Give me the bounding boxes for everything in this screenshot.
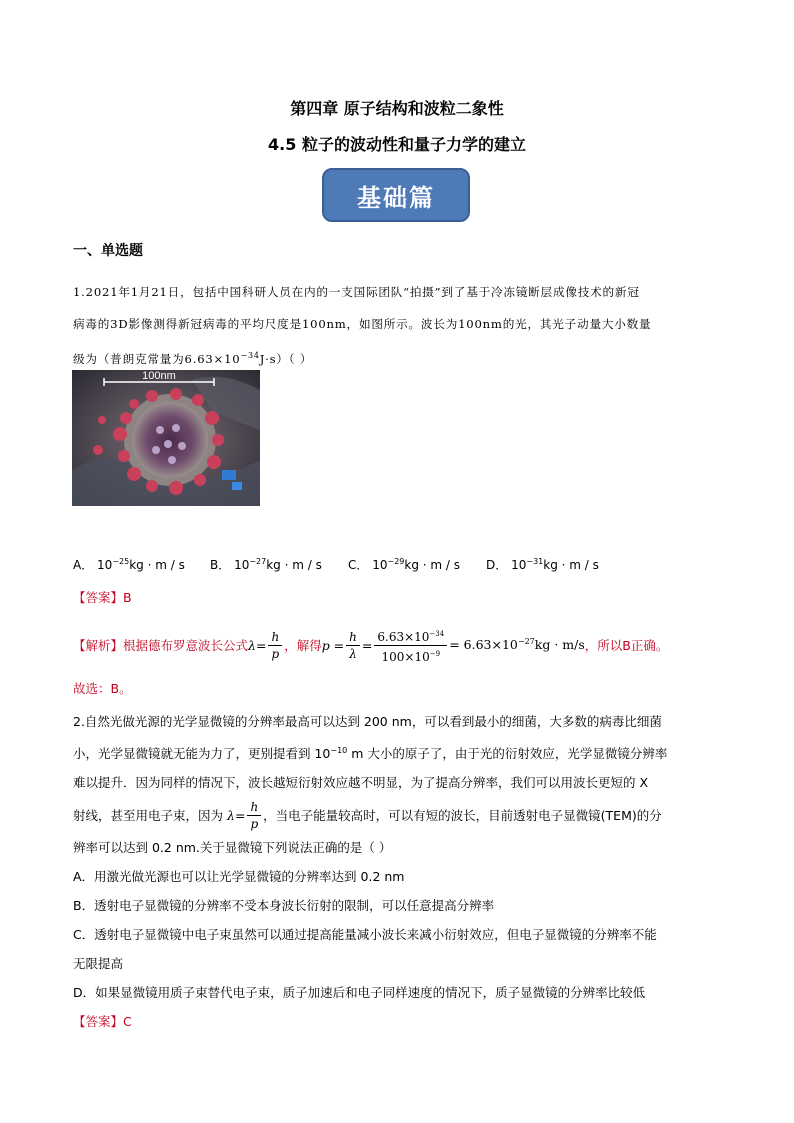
q2-option-c[interactable]: C．透射电子显微镜中电子束虽然可以通过提高能量减小波长来减小衍射效应，但电子显微镜的分辨率不能: [73, 927, 657, 943]
q2-line-4: 射线，甚至用电子束，因为 λ= $\frac{h}{p}$ ，当电子能量较高时，可以有短的波长，目前透射电子显微镜(TEM)的分: [73, 799, 662, 831]
option-b-unit: kg · m / s: [266, 558, 322, 572]
q2-answer: 【答案】C: [73, 1014, 132, 1030]
scale-label: 100nm: [142, 370, 176, 382]
question-1-text: [73, 276, 723, 375]
option-c-exp: −29: [387, 557, 405, 566]
q1-line-2: 病毒的3D影像测得新冠病毒的平均尺度是100nm，如图所示。波长为100nm的光，其光子动量大小数量: [73, 317, 652, 331]
option-a-unit: kg · m / s: [129, 558, 185, 572]
analysis-tag: 【解析】: [73, 638, 124, 653]
q2-line-1: 2.自然光做光源的光学显微镜的分辨率最高可以达到 200 nm，可以看到最小的细菌，大多数的病毒比细菌: [73, 714, 662, 729]
option-c-base: 10: [372, 558, 388, 572]
formula-value-fraction: $\frac{6.63\times 10^{-34}}{100\times 10^{-9}}$: [374, 626, 447, 665]
q2-option-b[interactable]: B．透射电子显微镜的分辨率不受本身波长衍射的限制，可以任意提高分辨率: [73, 898, 495, 914]
virus-photo: [72, 370, 260, 506]
formula-p-eq: p =: [321, 637, 345, 653]
formula-result: = $6.63\times 10^{-27}kg \cdot m/s$: [449, 637, 585, 653]
option-c-unit: kg · m / s: [404, 558, 461, 572]
option-a-base: 10: [97, 558, 113, 572]
q1-line-3-pre: 级为（普朗克常量为6.63×10: [73, 351, 241, 366]
formula-lambda: λ=: [248, 637, 267, 653]
formula-h-over-lambda: $\frac{h}{\lambda}$: [346, 629, 360, 662]
option-d-base: 10: [511, 558, 527, 572]
q1-option-c[interactable]: [348, 556, 460, 573]
q2-option-c-cont[interactable]: 无限提高: [73, 956, 124, 972]
q2-line-3: 难以提升．因为同样的情况下，波长越短衍射效应越不明显，为了提高分辨率，我们可以用波长更短的 X: [73, 775, 649, 791]
option-a-letter: A．: [73, 558, 94, 572]
q2-option-a[interactable]: A．用激光做光源也可以让光学显微镜的分辨率达到 0.2 nm: [73, 869, 405, 885]
option-c-letter: C．: [348, 558, 369, 572]
q1-option-b[interactable]: [210, 556, 322, 573]
q1-option-d[interactable]: [486, 556, 599, 573]
option-b-exp: −27: [249, 557, 267, 566]
option-b-base: 10: [234, 558, 250, 572]
chapter-title: 第四章 原子结构和波粒二象性: [290, 99, 504, 118]
q2-line-5: 辨率可以达到 0.2 nm.关于显微镜下列说法正确的是（ ）: [73, 840, 392, 856]
q2-line-2: 小，光学显微镜就无能为力了，更别提看到 $10^{-10}$ m 大小的原子了，由于光的衍射效应，光学显微镜分辨率: [73, 746, 668, 762]
q1-line-3-exp: −34: [240, 351, 260, 360]
q1-option-a[interactable]: [73, 556, 185, 573]
option-a-exp: −25: [112, 557, 130, 566]
option-b-letter: B．: [210, 558, 231, 572]
question-type-heading: 一、单选题: [73, 243, 143, 259]
q1-analysis: [73, 624, 668, 666]
formula-h-over-p: $\frac{h}{p}$: [268, 629, 282, 662]
section-title: 4.5 粒子的波动性和量子力学的建立: [268, 135, 526, 154]
formula-eq: =: [361, 637, 373, 653]
q1-answer: [73, 588, 132, 606]
q1-line-3-post: J·s）（ ）: [259, 351, 313, 366]
question-2-text: [73, 707, 723, 1036]
q1-line-1: 1.2021年1月21日，包括中国科研人员在内的一支国际团队“拍摄”到了基于冷冻镜断层成像技术的新冠: [73, 285, 640, 299]
answer-value: B: [123, 590, 132, 605]
level-badge: [322, 168, 470, 222]
option-d-letter: D．: [486, 558, 508, 572]
analysis-mid: ，解得: [284, 638, 322, 653]
answer-tag: 【答案】: [73, 590, 124, 605]
badge-label: 基础篇: [357, 183, 435, 212]
option-d-exp: −31: [526, 557, 544, 566]
option-d-unit: kg · m / s: [543, 558, 599, 572]
analysis-post: ，所以B正确。: [584, 638, 669, 653]
q1-choice: 故选：B。: [73, 681, 132, 696]
q2-formula-h-over-p: $\frac{h}{p}$: [247, 799, 261, 832]
q2-option-d[interactable]: D．如果显微镜用质子束替代电子束，质子加速后和电子同样速度的情况下，质子显微镜的分辨率比较低: [73, 985, 646, 1001]
virus-illustration: [72, 370, 260, 506]
analysis-pre: 根据德布罗意波长公式: [123, 638, 249, 653]
